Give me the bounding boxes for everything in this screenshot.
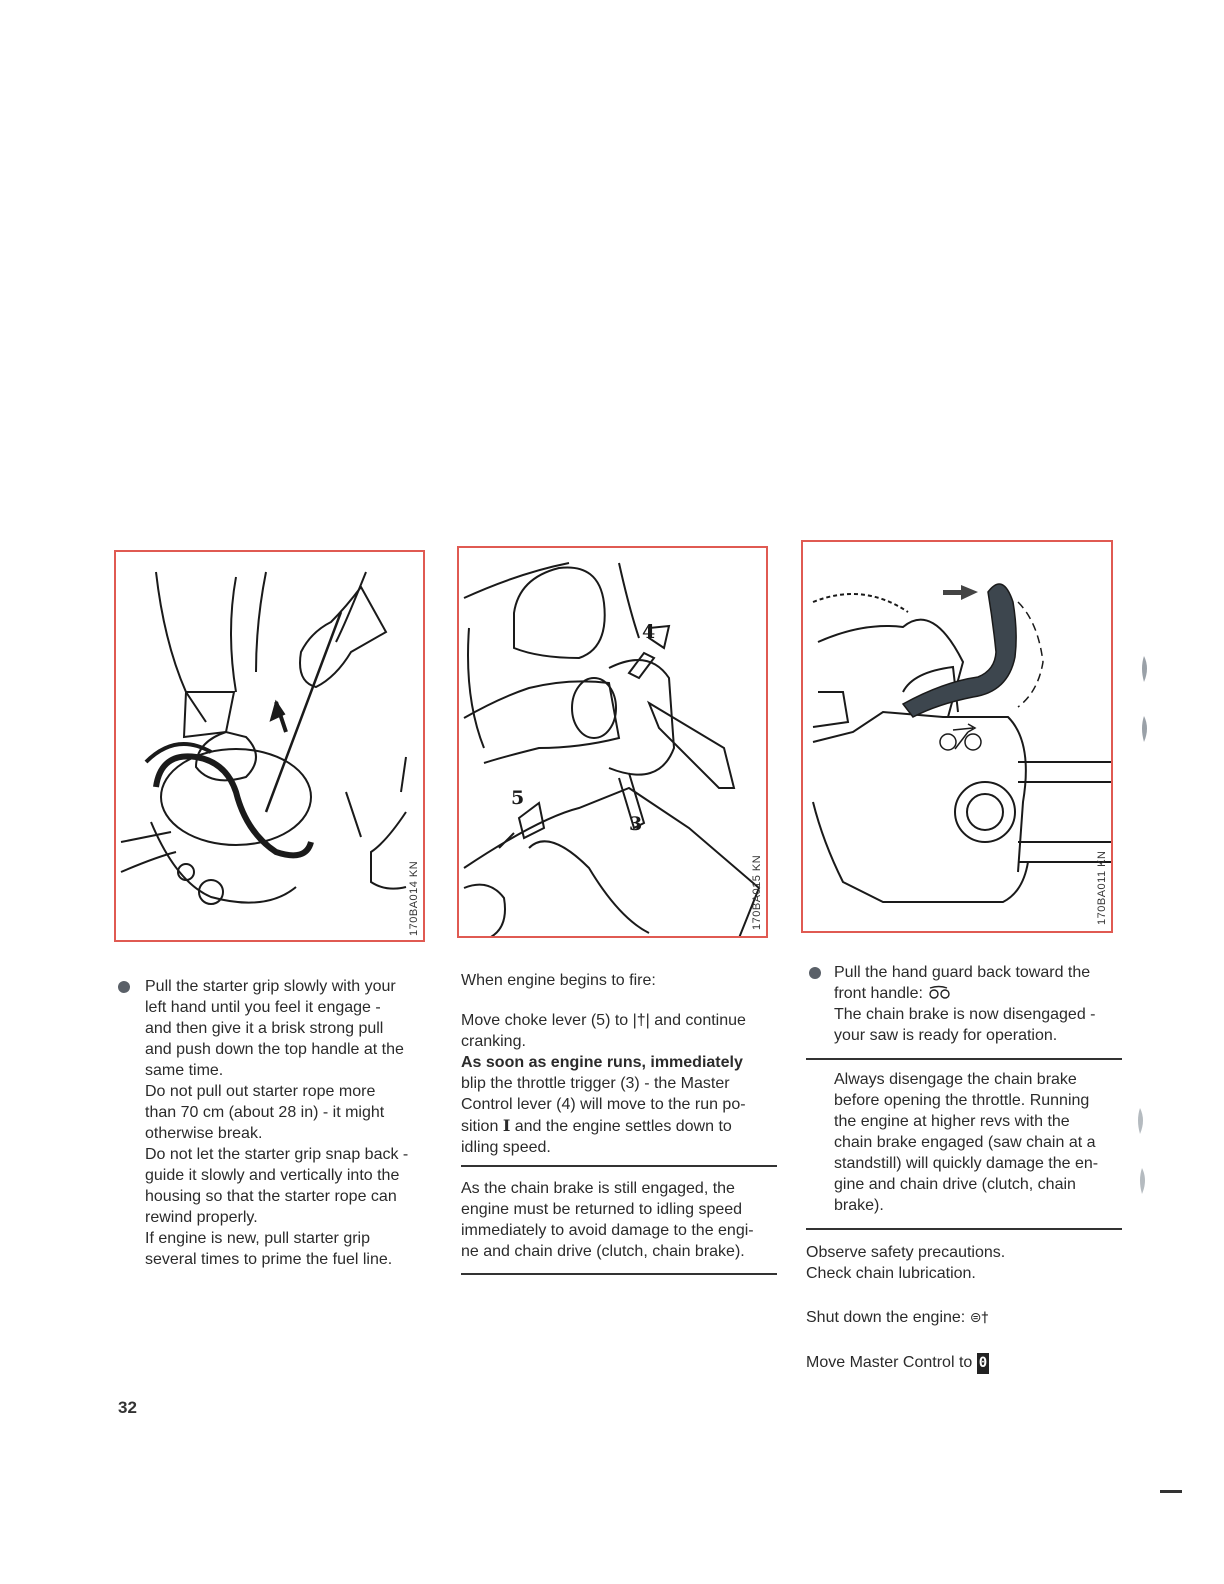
figure-controls <box>457 546 768 938</box>
shutdown-line <box>806 1307 1122 1329</box>
edge-mark <box>1160 1490 1182 1493</box>
section-divider <box>461 1165 777 1167</box>
warning-line: As the chain brake is still engaged, the <box>461 1180 735 1197</box>
chain-brake-note <box>806 1069 1122 1216</box>
binder-hole-mark <box>1134 1166 1150 1196</box>
warning-line: ne and chain drive (clutch, chain brake). <box>461 1243 745 1260</box>
hand-guard-bullet <box>806 962 1122 1046</box>
figure-code: 170BA014 KN <box>408 860 420 936</box>
section-divider <box>461 1273 777 1275</box>
starter-grip-bullet <box>115 976 435 1270</box>
label-5: 5 <box>511 787 525 809</box>
bullet-icon <box>118 981 130 993</box>
figure-starting-pull <box>114 550 425 942</box>
stop-position-symbol: 0 <box>977 1353 989 1374</box>
note-line: gine and chain drive (clutch, chain <box>834 1176 1076 1193</box>
text-line: otherwise break. <box>145 1125 263 1142</box>
note-line: the engine at higher revs with the <box>834 1113 1070 1130</box>
note-line: Always disengage the chain brake <box>834 1071 1077 1088</box>
text-line: and then give it a brisk strong pull <box>145 1020 384 1037</box>
hand-guard-illustration <box>803 542 1113 933</box>
text-line: cranking. <box>461 1033 526 1050</box>
column-starting-instructions <box>115 976 435 1270</box>
text-line: Pull the hand guard back toward the <box>834 964 1091 981</box>
section-divider <box>806 1228 1122 1230</box>
figure-code: 170BA015 KN <box>751 854 763 930</box>
text-line: guide it slowly and vertically into the <box>145 1167 400 1184</box>
text-fragment: Move Master Control to <box>806 1354 973 1371</box>
text-line <box>461 1115 777 1137</box>
section-divider <box>806 1058 1122 1060</box>
starter-pull-illustration <box>116 552 425 942</box>
text-line: Control lever (4) will move to the run po- <box>461 1096 746 1113</box>
label-4: 4 <box>642 621 656 643</box>
text-line: your saw is ready for operation. <box>834 1027 1058 1044</box>
text-line: rewind properly. <box>145 1209 258 1226</box>
binder-hole-mark <box>1132 1106 1148 1136</box>
text-line <box>834 983 1122 1004</box>
figure-hand-guard <box>801 540 1113 933</box>
note-line: standstill) will quickly damage the en- <box>834 1155 1099 1172</box>
binder-hole-mark <box>1136 714 1152 744</box>
note-line: before opening the throttle. Running <box>834 1092 1090 1109</box>
text-line: left hand until you feel it engage - <box>145 999 381 1016</box>
text-fragment: Shut down the engine: <box>806 1309 966 1326</box>
text-line: and push down the top handle at the <box>145 1041 404 1058</box>
text-line: The chain brake is now disengaged - <box>834 1006 1096 1023</box>
page-number: 32 <box>118 1398 137 1417</box>
text-fragment: and the engine settles down to <box>514 1118 732 1135</box>
run-position-symbol: I <box>502 1116 511 1135</box>
engine-fire-intro: When engine begins to fire: <box>461 972 656 989</box>
safety-line: Check chain lubrication. <box>806 1265 976 1282</box>
text-line: Pull the starter grip slowly with your <box>145 978 396 995</box>
text-line: If engine is new, pull starter grip <box>145 1230 371 1247</box>
column-hand-guard <box>806 962 1122 1374</box>
note-line: brake). <box>834 1197 884 1214</box>
text-line: several times to prime the fuel line. <box>145 1251 393 1268</box>
figure-code: 170BA011 KN <box>1096 850 1108 925</box>
text-line: idling speed. <box>461 1139 551 1156</box>
text-line: Do not pull out starter rope more <box>145 1083 376 1100</box>
text-line: blip the throttle trigger (3) - the Master <box>461 1075 730 1092</box>
immediately-heading: As soon as engine runs, immediately <box>461 1054 743 1071</box>
text-line: than 70 cm (about 28 in) - it might <box>145 1104 385 1121</box>
text-line: same time. <box>145 1062 224 1079</box>
safety-line: Observe safety precautions. <box>806 1244 1006 1261</box>
label-3: 3 <box>629 813 643 835</box>
master-control-line <box>806 1352 1122 1374</box>
warning-line: engine must be returned to idling speed <box>461 1201 743 1218</box>
text-line: Do not let the starter grip snap back - <box>145 1146 409 1163</box>
binder-hole-mark <box>1136 654 1152 684</box>
text-line: Move choke lever (5) to |†| and continue <box>461 1012 746 1029</box>
column-engine-fires <box>461 970 777 1275</box>
bullet-icon <box>809 967 821 979</box>
text-fragment: sition <box>461 1118 499 1135</box>
controls-illustration <box>459 548 768 938</box>
chain-brake-release-icon <box>927 984 953 1000</box>
stop-symbol: ⊜† <box>969 1310 989 1326</box>
warning-line: immediately to avoid damage to the engi- <box>461 1222 754 1239</box>
text-fragment: front handle: <box>834 985 923 1002</box>
text-line: housing so that the starter rope can <box>145 1188 397 1205</box>
note-line: chain brake engaged (saw chain at a <box>834 1134 1096 1151</box>
